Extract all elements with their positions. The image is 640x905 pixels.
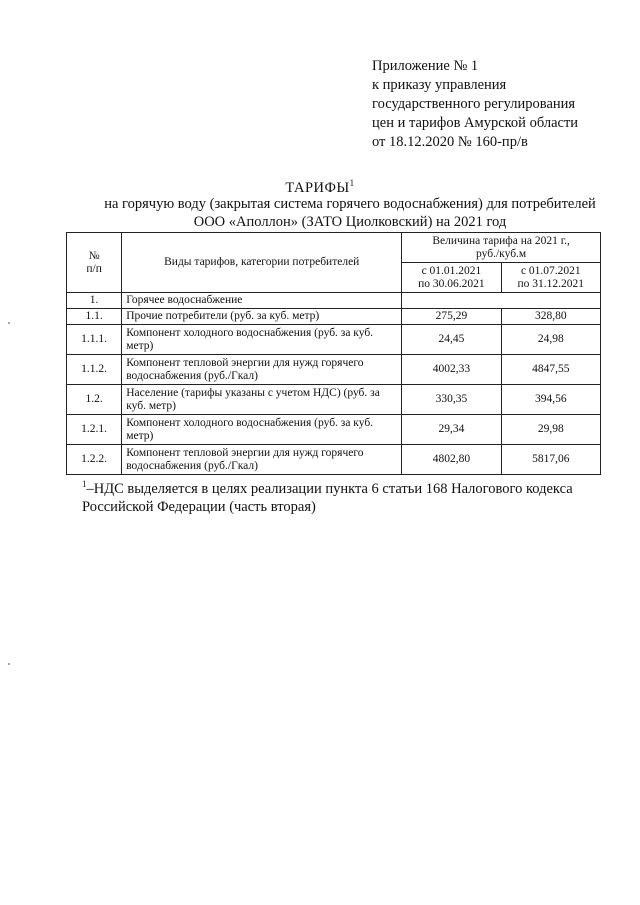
row-value-period-2: 24,98	[501, 325, 600, 355]
header-kind: Виды тарифов, категории потребителей	[122, 233, 402, 293]
scan-speck	[8, 663, 10, 665]
subtitle-line-2: ООО «Аполлон» (ЗАТО Циолковский) на 2021 год	[193, 214, 507, 230]
row-value-period-2: 328,80	[501, 309, 600, 325]
tariffs-table	[66, 232, 601, 475]
table-row	[67, 355, 601, 385]
footnote	[82, 475, 622, 516]
table-row	[67, 415, 601, 445]
row-value-period-2: 4847,55	[501, 355, 600, 385]
row-num: 1.	[67, 293, 122, 309]
row-num: 1.2.1.	[67, 415, 122, 445]
document-subtitle	[80, 195, 620, 231]
table-row	[67, 385, 601, 415]
title-text: ТАРИФЫ	[285, 179, 350, 196]
appendix-line: государственного регулирования	[372, 96, 576, 112]
row-num: 1.1.1.	[67, 325, 122, 355]
row-value-period-1: 29,34	[402, 415, 501, 445]
row-kind: Прочие потребители (руб. за куб. метр)	[122, 309, 402, 325]
document-title	[0, 178, 640, 197]
table-row	[67, 445, 601, 475]
header-period-1: с 01.01.2021 по 30.06.2021	[402, 263, 501, 293]
appendix-line: цен и тарифов Амурской области	[372, 115, 579, 131]
appendix-block	[372, 57, 578, 152]
appendix-line: от 18.12.2020 № 160-пр/в	[372, 134, 528, 150]
appendix-line: Приложение № 1	[372, 58, 479, 74]
title-footnote-ref: 1	[349, 178, 355, 188]
footnote-marker: 1	[82, 479, 87, 489]
row-kind: Компонент холодного водоснабжения (руб. за куб. метр)	[122, 415, 402, 445]
row-value-period-2: 5817,06	[501, 445, 600, 475]
row-value-period-2: 394,56	[501, 385, 600, 415]
row-kind: Компонент холодного водоснабжения (руб. за куб. метр)	[122, 325, 402, 355]
row-kind: Население (тарифы указаны с учетом НДС) (руб. за куб. метр)	[122, 385, 402, 415]
row-num: 1.1.2.	[67, 355, 122, 385]
table-row	[67, 325, 601, 355]
row-num: 1.2.	[67, 385, 122, 415]
scan-speck	[8, 322, 10, 324]
header-value: Величина тарифа на 2021 г., руб./куб.м	[402, 233, 601, 263]
row-kind: Компонент тепловой энергии для нужд горячего водоснабжения (руб./Гкал)	[122, 445, 402, 475]
table-row	[67, 293, 601, 309]
appendix-line: к приказу управления	[372, 77, 507, 93]
header-num: № п/п	[67, 233, 122, 293]
row-num: 1.1.	[67, 309, 122, 325]
row-empty-values	[402, 293, 601, 309]
header-period-2: с 01.07.2021 по 31.12.2021	[501, 263, 600, 293]
row-value-period-1: 275,29	[402, 309, 501, 325]
row-kind: Компонент тепловой энергии для нужд горячего водоснабжения (руб./Гкал)	[122, 355, 402, 385]
row-num: 1.2.2.	[67, 445, 122, 475]
footnote-text: –НДС выделяется в целях реализации пункта 6 статьи 168 Налогового кодекса Российской Федерации (часть вторая)	[82, 480, 573, 515]
row-value-period-1: 4802,80	[402, 445, 501, 475]
row-value-period-1: 330,35	[402, 385, 501, 415]
table-row	[67, 309, 601, 325]
subtitle-line-1: на горячую воду (закрытая система горячего водоснабжения) для потребителей	[104, 196, 596, 212]
row-value-period-2: 29,98	[501, 415, 600, 445]
row-kind: Горячее водоснабжение	[122, 293, 402, 309]
row-value-period-1: 24,45	[402, 325, 501, 355]
row-value-period-1: 4002,33	[402, 355, 501, 385]
